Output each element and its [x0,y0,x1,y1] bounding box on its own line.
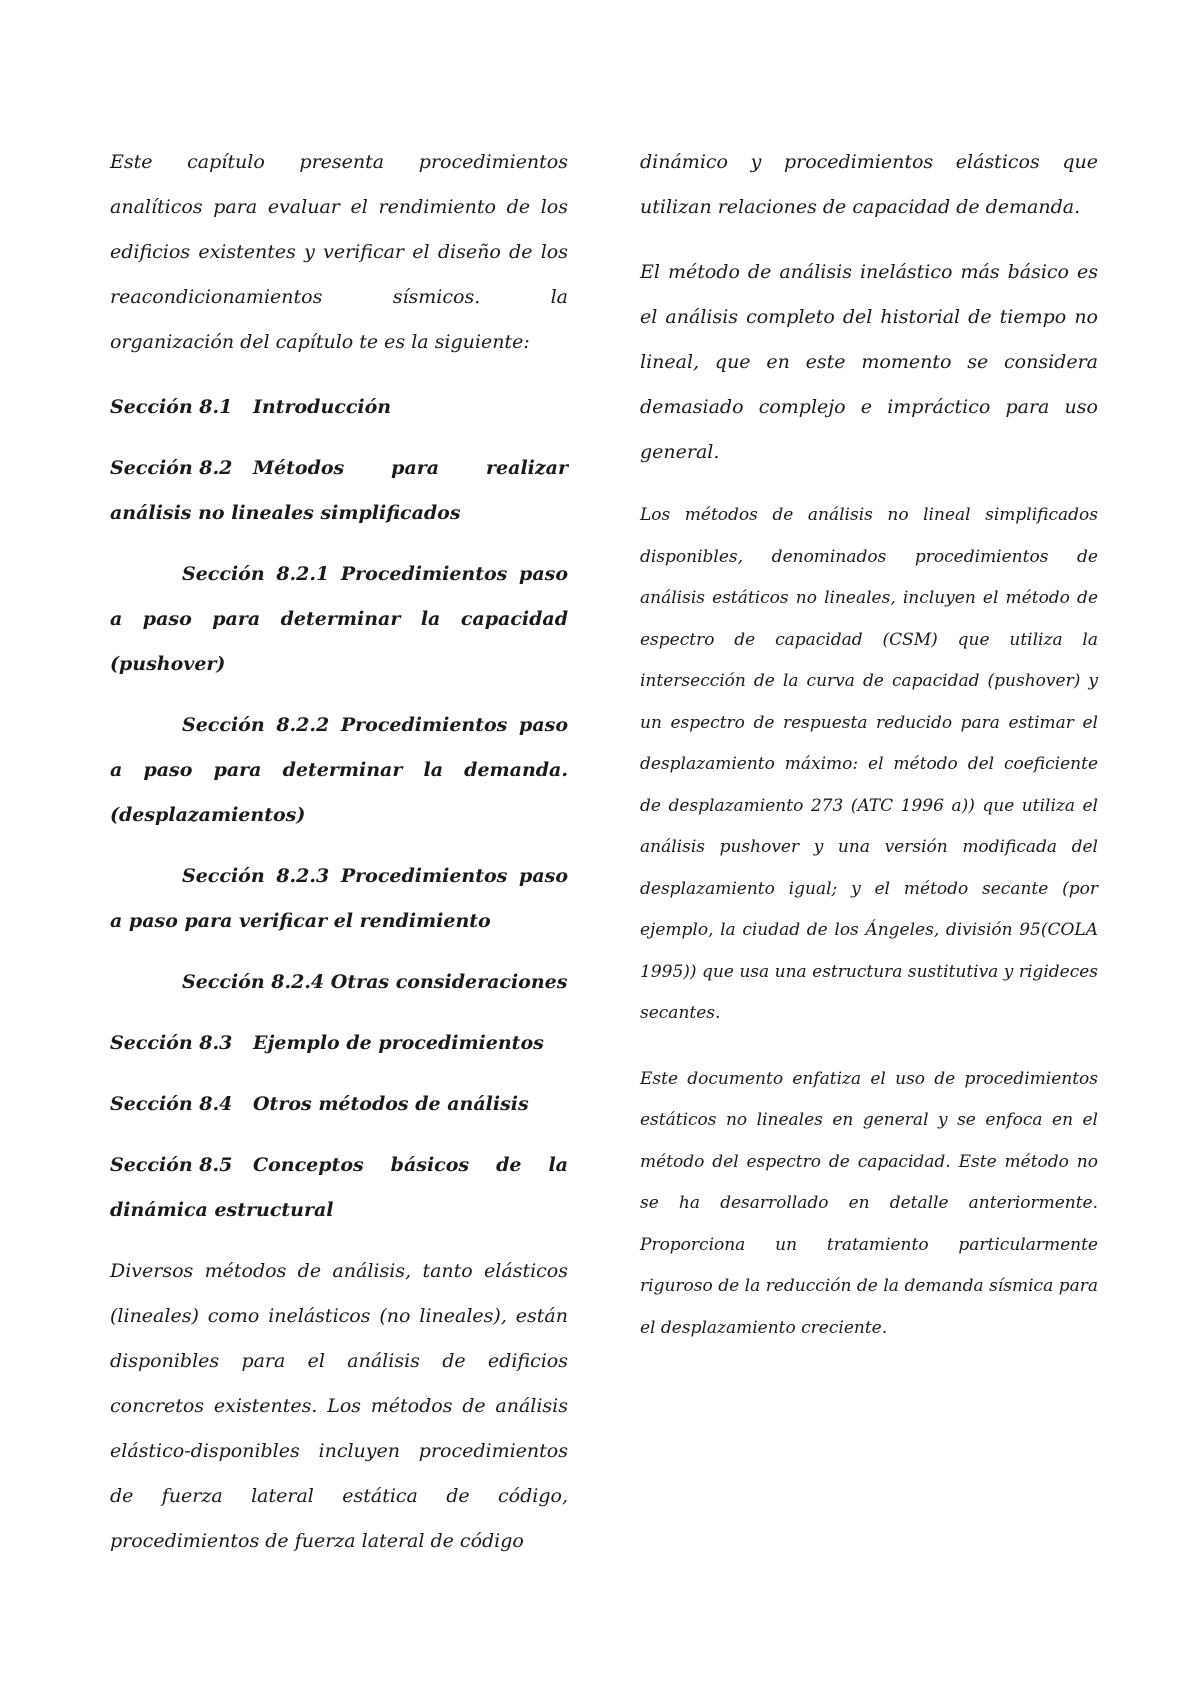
paragraph-nonlinear-methods: Los métodos de análisis no lineal simplificados disponibles, denominados procedimientos de análisis estáticos no lineales, incluyen el método de espectro de capacidad (CSM) que utiliza la intersección de la curva de capacidad (pushover) y un espectro de respuesta reducido para estimar el desplazamiento máximo: el método del coeficiente de desplazamiento 273 (ATC 1996 a)) que utiliza el análisis pushover y una versión modificada del desplazamiento igual; y el método secante (por ejemplo, la ciudad de los Ángeles, división 95(COLA 1995)) que usa una estructura sustitutiva y rigideces secantes. [640,505,1098,1023]
section-title: Conceptos básicos de la dinámica estructural [110,1154,568,1221]
section-heading-8-3 [110,1021,568,1066]
section-heading-8-2-2: Sección 8.2.2 Procedimientos paso a paso para determinar la demanda. (desplazamientos) [110,714,568,826]
section-heading-8-2 [110,446,568,536]
paragraph-document-emphasis: Este documento enfatiza el uso de procedimientos estáticos no lineales en general y se enfoca en el método del espectro de capacidad. Este método no se ha desarrollado en detalle anteriormente. Proporciona un tratamiento particularmente riguroso de la reducción de la demanda sísmica para el desplazamiento creciente. [640,1068,1098,1338]
section-title: Introducción [253,396,392,418]
section-heading-8-2-4: Sección 8.2.4 Otras consideraciones [182,971,568,993]
section-heading-8-2-3: Sección 8.2.3 Procedimientos paso a paso para verificar el rendimiento [110,865,568,932]
section-number: Sección 8.1 [110,396,233,418]
section-title: Métodos para realizar análisis no lineales simplificados [110,457,568,524]
section-number: Sección 8.2 [110,457,233,479]
section-number: Sección 8.5 [110,1154,233,1176]
left-column [110,140,568,1584]
paragraph-continuation: dinámico y procedimientos elásticos que utilizan relaciones de capacidad de demanda. [640,151,1098,218]
paragraph-inelastic-method: El método de análisis inelástico más básico es el análisis completo del historial de tiempo no lineal, que en este momento se considera demasiado complejo e impráctico para uso general. [640,261,1098,463]
right-column [640,140,1098,1373]
section-heading-8-5 [110,1143,568,1233]
section-heading-8-2-1: Sección 8.2.1 Procedimientos paso a paso para determinar la capacidad (pushover) [110,563,568,675]
section-heading-8-4 [110,1082,568,1127]
closing-paragraph: Diversos métodos de análisis, tanto elásticos (lineales) como inelásticos (no lineales), están disponibles para el análisis de edificios concretos existentes. Los métodos de análisis elástico-disponibles incluyen procedimientos de fuerza lateral estática de código, procedimientos de fuerza lateral de código [110,1260,568,1552]
intro-paragraph: Este capítulo presenta procedimientos analíticos para evaluar el rendimiento de los edificios existentes y verificar el diseño de los reacondicionamientos sísmicos. la organización del capítulo te es la siguiente: [110,151,568,353]
section-heading-8-1 [110,385,568,430]
section-number: Sección 8.3 [110,1032,233,1054]
section-title: Otros métodos de análisis [253,1093,529,1115]
section-number: Sección 8.4 [110,1093,233,1115]
section-title: Ejemplo de procedimientos [253,1032,544,1054]
